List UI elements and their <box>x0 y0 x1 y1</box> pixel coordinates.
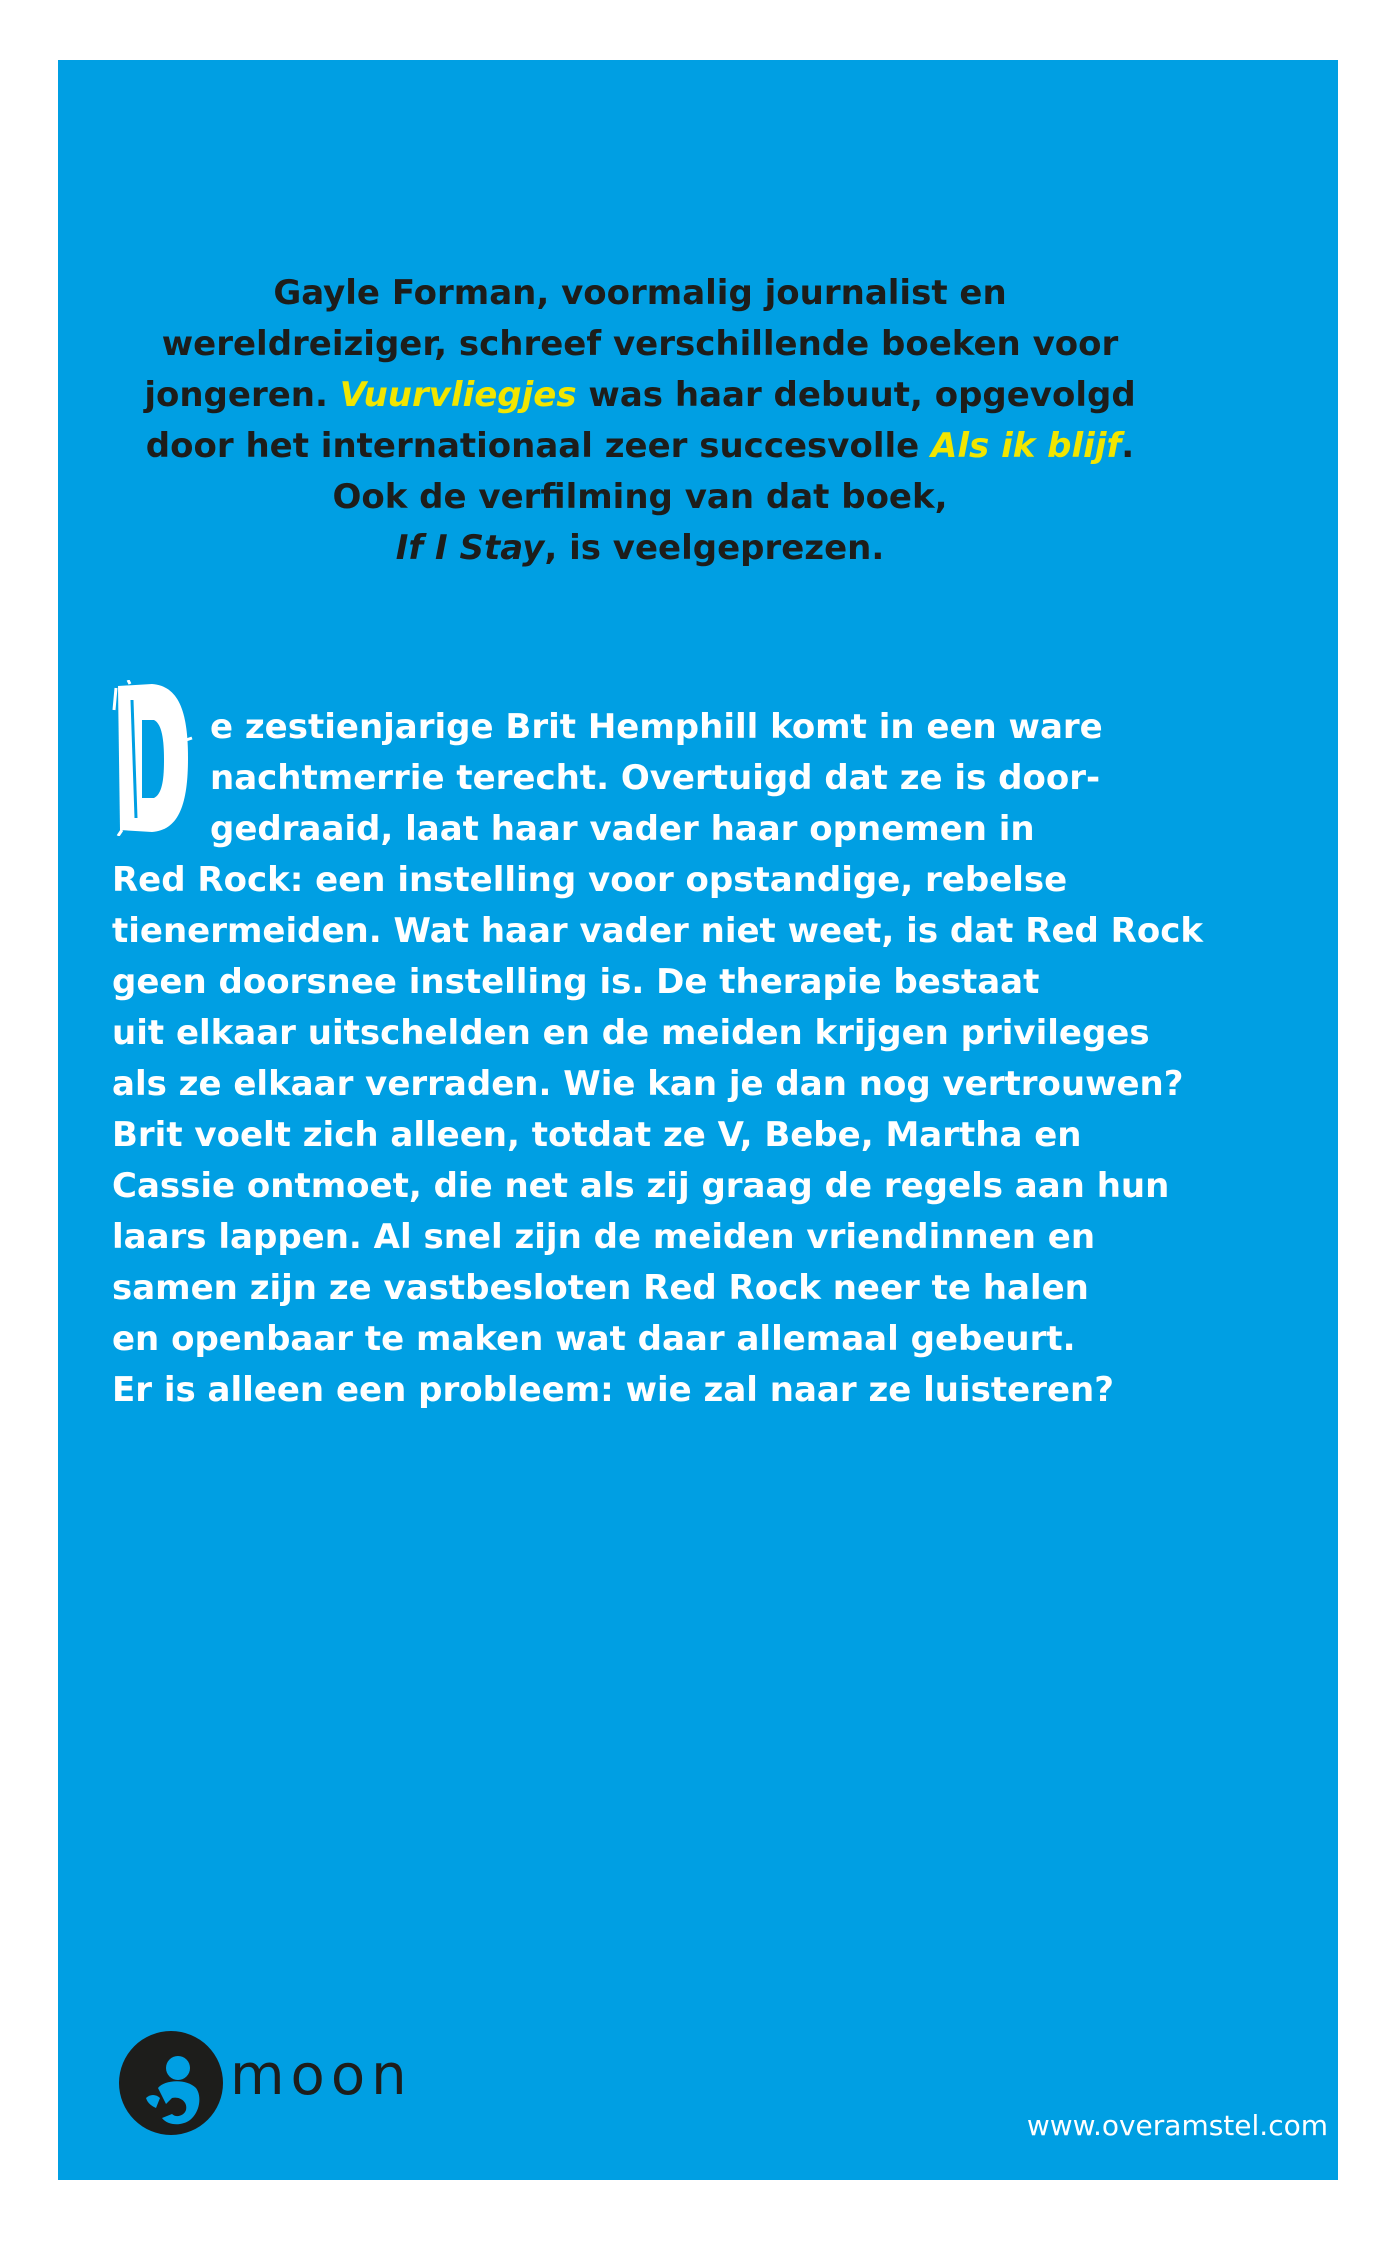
publisher-website[interactable]: www.overamstel.com <box>1026 2109 1328 2142</box>
bio-text: door het internationaal zeer succesvolle <box>145 426 932 466</box>
blurb-line-13: en openbaar te maken wat daar allemaal gebeurt. <box>112 1319 1076 1359</box>
bio-line-6 <box>110 523 1170 574</box>
publisher-name: moon <box>230 2043 413 2108</box>
book-title-vuurvliegjes: Vuurvliegjes <box>339 375 577 415</box>
author-bio <box>110 268 1170 574</box>
bio-line-3 <box>110 370 1170 421</box>
film-title-if-i-stay: If I Stay <box>395 528 545 568</box>
bio-text: was haar debuut, opgevolgd <box>576 375 1136 415</box>
bio-line-5: Ook de verfilming van dat boek, <box>332 477 948 517</box>
blurb-line-5: tienermeiden. Wat haar vader niet weet, is dat Red Rock <box>112 911 1203 951</box>
bio-text: , is veelgeprezen. <box>544 528 885 568</box>
blurb-line-10: Cassie ontmoet, die net als zij graag de regels aan hun <box>112 1166 1170 1206</box>
bio-line-1: Gayle Forman, voormalig journalist en <box>273 273 1007 313</box>
blurb-line-3: gedraaid, laat haar vader haar opnemen in <box>210 809 1035 849</box>
publisher-logo <box>116 2028 446 2138</box>
bio-line-2: wereldreiziger, schreef verschillende boeken voor <box>161 324 1119 364</box>
blurb-line-1: e zestienjarige Brit Hemphill komt in een ware <box>210 707 1103 747</box>
book-title-als-ik-blijf: Als ik blijf <box>931 426 1122 466</box>
moon-child-icon <box>116 2028 226 2138</box>
blurb-line-12: samen zijn ze vastbesloten Red Rock neer te halen <box>112 1268 1089 1308</box>
bio-text: . <box>1121 426 1135 466</box>
blurb-line-9: Brit voelt zich alleen, totdat ze V, Bebe, Martha en <box>112 1115 1082 1155</box>
blurb-line-14: Er is alleen een probleem: wie zal naar ze luisteren? <box>112 1370 1114 1410</box>
blurb <box>112 702 1232 1416</box>
blurb-line-8: als ze elkaar verraden. Wie kan je dan nog vertrouwen? <box>112 1064 1184 1104</box>
bio-text: jongeren. <box>144 375 340 415</box>
blurb-line-4: Red Rock: een instelling voor opstandige, rebelse <box>112 860 1068 900</box>
blurb-line-11: laars lappen. Al snel zijn de meiden vriendinnen en <box>112 1217 1096 1257</box>
blurb-line-2: nachtmerrie terecht. Overtuigd dat ze is door- <box>210 758 1101 798</box>
bio-line-4 <box>110 421 1170 472</box>
blurb-line-7: uit elkaar uitschelden en de meiden krijgen privileges <box>112 1013 1150 1053</box>
blurb-line-6: geen doorsnee instelling is. De therapie bestaat <box>112 962 1040 1002</box>
